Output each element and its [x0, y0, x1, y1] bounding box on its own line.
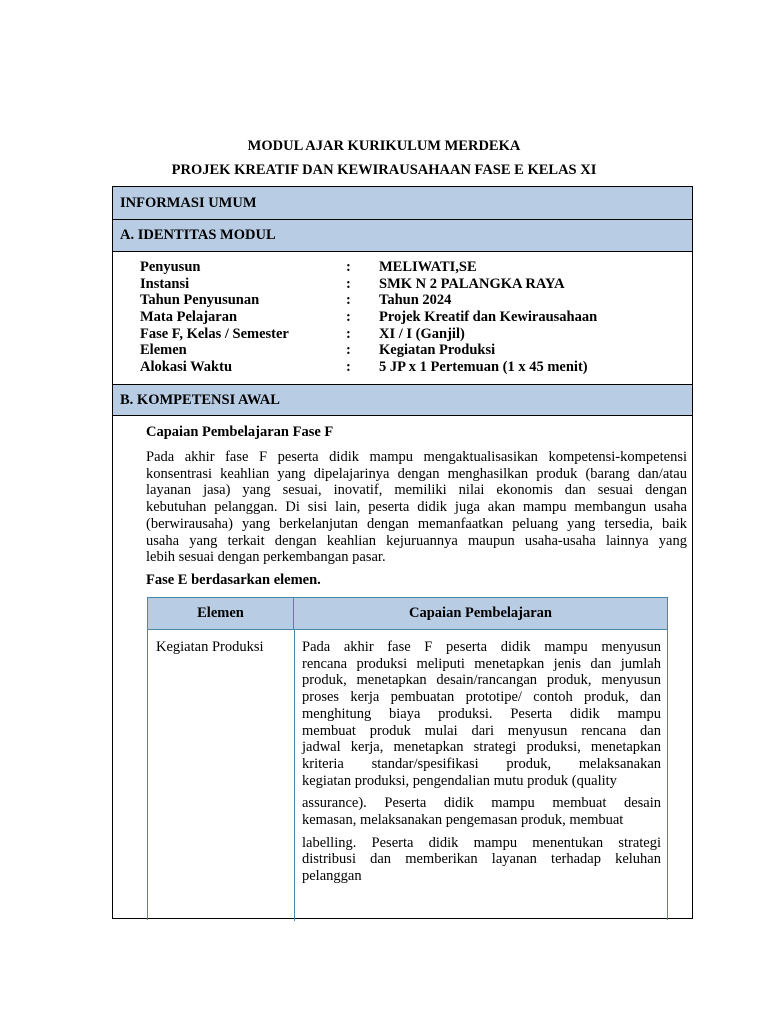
paragraph-line: Pada akhir fase F peserta didik mampu mengaktualisasikan kompetensi-kompetensi	[146, 449, 687, 465]
paragraph-line: lebih sesuai dengan perkembangan pasar.	[146, 549, 386, 566]
document-subtitle: PROJEK KREATIF DAN KEWIRAUSAHAAN FASE E KELAS XI	[171, 162, 597, 178]
identitas-label: Elemen	[140, 342, 187, 359]
identitas-value: Projek Kreatif dan Kewirausahaan	[379, 309, 598, 326]
cell-line: labelling. Peserta didik mampu menentukan strategi	[302, 834, 661, 851]
fase-e-heading: Fase E berdasarkan elemen.	[146, 572, 321, 588]
cell-line: kegiatan produksi, pengendalian mutu produk (quality	[302, 772, 617, 789]
identitas-label: Tahun Penyusunan	[140, 292, 260, 309]
identitas-label: Alokasi Waktu	[140, 359, 233, 376]
identitas-value: Tahun 2024	[379, 292, 452, 309]
colon: :	[346, 275, 351, 292]
colon: :	[346, 325, 351, 342]
table-cell-elemen: Kegiatan Produksi	[156, 639, 264, 655]
colon: :	[346, 342, 351, 359]
identitas-label: Penyusun	[140, 259, 201, 275]
capaian-heading: Capaian Pembelajaran Fase F	[146, 424, 334, 440]
cell-line: produk, menetapkan desain/rancangan produk, menyusun	[302, 672, 661, 689]
cell-line: pelanggan	[302, 868, 362, 885]
document-title: MODUL AJAR KURIKULUM MERDEKA	[247, 138, 521, 154]
identitas-label: Fase F, Kelas / Semester	[140, 325, 289, 342]
colon: :	[346, 309, 351, 326]
identitas-label: Mata Pelajaran	[140, 309, 238, 326]
cell-line: Pada akhir fase F peserta didik mampu menyusun	[302, 639, 661, 655]
module-info-box	[112, 186, 693, 919]
identitas-value: SMK N 2 PALANGKA RAYA	[379, 275, 565, 292]
cell-line: distribusi dan memberikan layanan terhadap keluhan	[302, 851, 661, 868]
cell-line: membuat produk mulai dari menyusun rencana dan	[302, 722, 661, 739]
cell-line: rencana produksi meliputi menetapkan jenis dan jumlah	[302, 655, 661, 672]
identitas-label: Instansi	[140, 275, 190, 292]
section-kompetensi-awal: B. KOMPETENSI AWAL	[113, 384, 692, 416]
cell-line: proses kerja pembuatan prototipe/ contoh produk, dan	[302, 689, 661, 706]
paragraph-line: konsentrasi keahlian yang dipelajarinya dengan menghasilkan produk (barang dan/atau	[146, 465, 687, 482]
paragraph-line: layanan jasa) yang sesuai, inovatif, memiliki nilai ekonomis dan sesuai dengan	[146, 482, 687, 499]
colon: :	[346, 359, 351, 376]
identitas-value: Kegiatan Produksi	[379, 342, 496, 359]
cell-line: jadwal kerja, menetapkan strategi produksi, menetapkan	[302, 739, 661, 756]
paragraph-line: usaha yang terkait dengan keahlian kejuruannya maupun usaha-usaha lainnya yang	[146, 532, 687, 549]
table-cell-capaian	[302, 639, 661, 885]
cell-line: menghitung biaya produksi. Peserta didik mampu	[302, 705, 661, 722]
identitas-value: 5 JP x 1 Pertemuan (1 x 45 menit)	[379, 359, 588, 376]
capaian-paragraph	[146, 449, 687, 566]
identitas-value: XI / I (Ganjil)	[379, 325, 465, 342]
table-column-divider	[294, 630, 295, 921]
elemen-table	[147, 597, 668, 920]
section-identitas-modul: A. IDENTITAS MODUL	[113, 220, 692, 252]
cell-line: kriteria standar/spesifikasi produk, melaksanakan	[302, 755, 661, 772]
cell-line: assurance). Peserta didik mampu membuat desain	[302, 795, 661, 812]
colon: :	[346, 292, 351, 309]
identitas-value: MELIWATI,SE	[379, 259, 477, 275]
section-informasi-umum: INFORMASI UMUM	[113, 187, 692, 220]
paragraph-line: (berwirausaha) yang berkelanjutan dengan memanfaatkan peluang yang tersedia, baik	[146, 515, 687, 532]
table-header-capaian: Capaian Pembelajaran	[294, 598, 667, 630]
table-header-elemen: Elemen	[148, 598, 294, 630]
cell-line: kemasan, melaksanakan pengemasan produk, membuat	[302, 812, 624, 829]
paragraph-line: kebutuhan pelanggan. Di sisi lain, peserta didik juga akan mampu membangun usaha	[146, 499, 687, 516]
colon: :	[346, 259, 351, 275]
